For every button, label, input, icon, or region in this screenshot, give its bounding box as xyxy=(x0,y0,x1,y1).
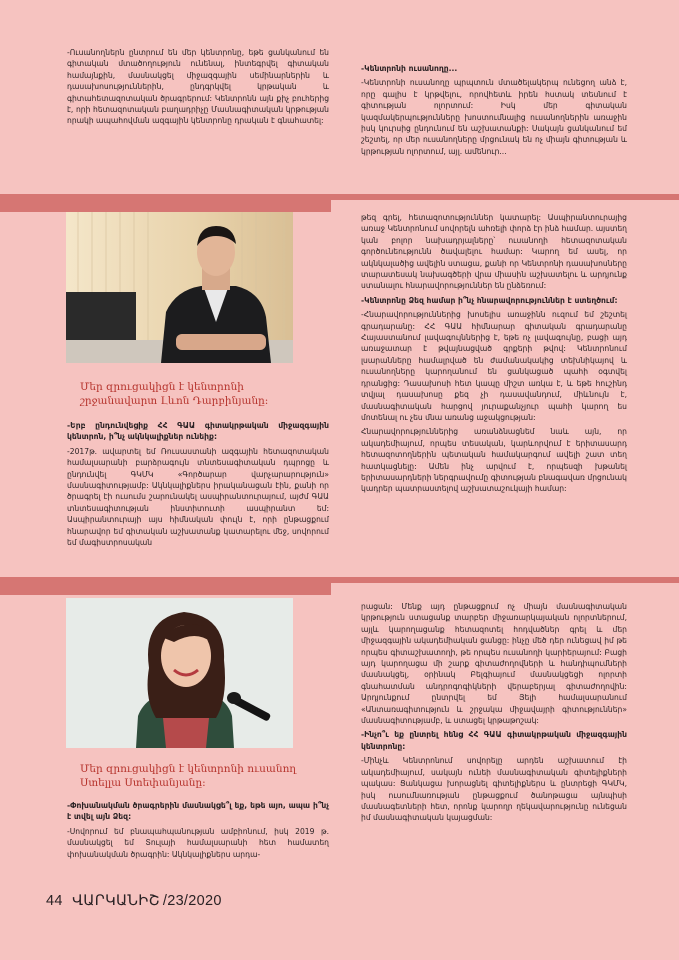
text-column-top-right xyxy=(361,63,627,160)
question: -Կենտրոնի ուսանողը... xyxy=(361,64,458,73)
question: -Փոխանակման ծրագրերին մասնակցե՞լ եք, եթե այո, ապա ի՞նչ է տվել այն Ձեզ: xyxy=(67,801,329,822)
paragraph: -Կենտրոնի ուսանողը պրպտուն մտածելակերպ ունեցող անձ է, որը գալիս է կրթվելու, որովհետև իրեն հստակ տեսնում է գիտության ոլորտում: Իսկ մեր գիտական կազմակերպությունները խոստումնալից ուսանողներին առաջին իսկ կուրսից ընդունում են աշխատանքի: Սակայն ցանկանում եմ շեշտել, որ մեր ուսանողները մրցունակ են ոչ միայն գիտության և կրթության ոլորտում, այլ. ամենուր... xyxy=(361,78,627,156)
question: -Երբ ընդունվեցիք ՀՀ ԳԱԱ գիտակրթական միջազգային կենտրոն, ի՞նչ ակնկալիքներ ունեիք: xyxy=(67,421,329,442)
caption-line: Մեր զրուցակիցն է կենտրոնի ուսանող xyxy=(80,763,297,775)
paragraph: -Մինչև Կենտրոնում սովորելը արդեն աշխատում էի ակադեմիայում, սակայն ունեի մասնագիտական գիտելիքների պակաս: Ցանկացա խորացնել գիտելիքներս և ընտրեցի ԳԿՄԿ, իսկ ուսումնառության ընթացքում ծանոթացա այնպիսի մասնագետների հետ, որոնք կարողր ղեկավարությունը ունեցան իմ մասնագիտական կայացման: xyxy=(361,756,627,823)
issue-number: /23/2020 xyxy=(162,893,222,909)
question: -Ինչո՞ւ եք ընտրել հենց ՀՀ ԳԱԱ գիտակրթական միջազգային կենտրոնը: xyxy=(361,730,627,751)
photo-stella-stepanyan xyxy=(66,598,293,748)
caption-interviewee-1 xyxy=(80,380,330,408)
page-footer xyxy=(46,893,222,909)
decorative-band-middle xyxy=(0,577,331,595)
decorative-band-top-right xyxy=(331,194,679,200)
text-column-top-left xyxy=(67,47,329,130)
paragraph: Հնարավորություններից առանձնացնեմ նաև այն, որ ակադեմիայում, որպես տեսական, կարևորվում է երիտասարդ հետազոտողներին պետական համակարգում ավելի շատ տեղ հատկացնելը: Ամեն ինչ արվում է, որպեսզի խթանել երիտասարդների ներգրավումը գիտության բնագավառ մրցունակ կադրեր պատրաստելով աշխատաշուկայի համար: xyxy=(361,427,627,494)
page-number: 44 xyxy=(46,893,63,909)
text-column-bottom-right xyxy=(361,601,627,827)
paragraph: թեզ գրել, հետազոտություններ կատարել: Ասպիրանտուրայից առաջ Կենտրոնում սովորելն ահռելի փորձ էր ինձ համար. այստեղ կան բոլոր նախադրյալները՝ ուսանողի հետազոտական գործունեությունն ծավալելու համար: Կարող եմ ասել, որ ակնկալածից ավելին ստացա, քանի որ Կենտրոնի դասախոսները տարատեսակ նախագծերի վրա միասին աշխատելու և արդյունք ստանալու հնարավորություններ են ընձեռում: xyxy=(361,213,627,291)
photo-levon-darbinyan xyxy=(66,212,293,363)
decorative-band-middle-right xyxy=(331,577,679,583)
paragraph: -Սովորում եմ բնապահպանության ամբիոնում, իսկ 2019 թ. մասնակցել եմ Տուլայի համալսարանի հետ համատեղ փոխանակման ծրագրին: Ակնկալիքներս արդա- xyxy=(67,826,329,859)
text-column-bottom-left xyxy=(67,800,329,863)
paragraph: -Հնարավորություններից խոսելիս առաջինն ուզում եմ շեշտել գրադարանը: ՀՀ ԳԱԱ հիմնարար գիտական գրադարանը Հայաստանում լավագույններից է, եթե ոչ լավագույնը, բացի այդ առաջատար է թվայնացված գրքերի թվով: Կենտրոնում լսարանները համալրված են ժամանակակից տեխնիկայով և ուսանողները կարողանում են ցանկացած պահի օգտվել դրանցից: Դասախոսի հետ կապը միշտ առկա է, և եթե հուշինդ տվյալ դասախոսը քեզ չի դասավանդում, միևնույն է, մասնագիտական հարցով յուրաքանչյուր պահի կարող ես մոտենալ ու չես մնա առանց աջակցության: xyxy=(361,310,627,422)
question: -Կենտրոնը Ձեզ համար ի՞նչ հնարավորություններ է ստեղծում: xyxy=(361,295,618,305)
caption-line: Ստելլա Ստեփանյանը: xyxy=(80,777,206,789)
text-column-middle-left xyxy=(67,420,329,551)
decorative-band-top xyxy=(0,194,331,212)
paragraph: -2017թ. ավարտել եմ Ռուսաստանի ազգային հետազոտական համալսարանի բարձրագույն տնտեսագիտական դպրոցը և ընդունվել ԳԿՄԿ «Գործարար վարչարարություն» մասնագիտությամբ: Ակնկալիքներս իրականացան էին, քանի որ ծրագրել էի ուսումս շարունակել ասպիրանտուրայում, այժմ ԳԱԱ տնտեսագիտության ինստիտուտի ասպիրանտ եմ: Ասպիրանտուրայի այս հիմնական փուլն է, որի ընթացքում հնարավոր եմ գիտական աշխատանք կատարելու մեջ, սովորում եմ մագիստրոսական xyxy=(67,446,329,548)
paragraph: րացան: Մենք այդ ընթացքում ոչ միայն մասնագիտական կրթություն ստացանք տարբեր միջառարկայական ոլորտներում, այլև կարողացանք հետազոտել հոդվածներ գրել և մեր միջազգային ակադեմիական ցանցը: ինչը մեծ դեր ունեցավ իմ թե որպես գիտաշխատողի, թե որպես ուսանողի կարիերայում: Բացի այդ կարողացա մի շարք գիտաժողովների և հանդիպումների մասնակցել, օրինակ Բելգիայում մասնակցեցի ոլորտի գնահատման անդրոգոգիկների վերաբերյալ գիտաժողովին: Արդյունքում ընտրվել եմ Յելի համալսարանում «Անտառագիտություն և շրջակա միջավայրի գիտություններ» մասնագիտությամբ, և ստացել կրթաթոշակ: xyxy=(361,602,627,726)
caption-interviewee-2 xyxy=(80,762,330,790)
magazine-name: ՎԱՐԿԱՆԻՇ xyxy=(72,893,160,909)
caption-line: Մեր զրուցակիցն է կենտրոնի xyxy=(80,381,244,393)
text-column-middle-right xyxy=(361,212,627,498)
caption-line: շրջանավարտ Լևոն Դարբինյանը: xyxy=(80,395,269,407)
paragraph: -Ուսանողներն ընտրում են մեր կենտրոնը, եթե ցանկանում են գիտական մտածողություն ունենալ, ինտեգրվել գիտական համայնքին, մասնակցել միջազգային սեմինարներին և դասախոսություններին, ընդգրկվել կրթական և գիտահետազոտական ծրագրերում: Կենտրոնն այն քիչ բուհերից է, որի հետազոտական բաղադրիչը Մասնագիտական կրթության որակի ապահովման ազգային կենտրոնը դրական է գնահատել: xyxy=(67,48,329,126)
